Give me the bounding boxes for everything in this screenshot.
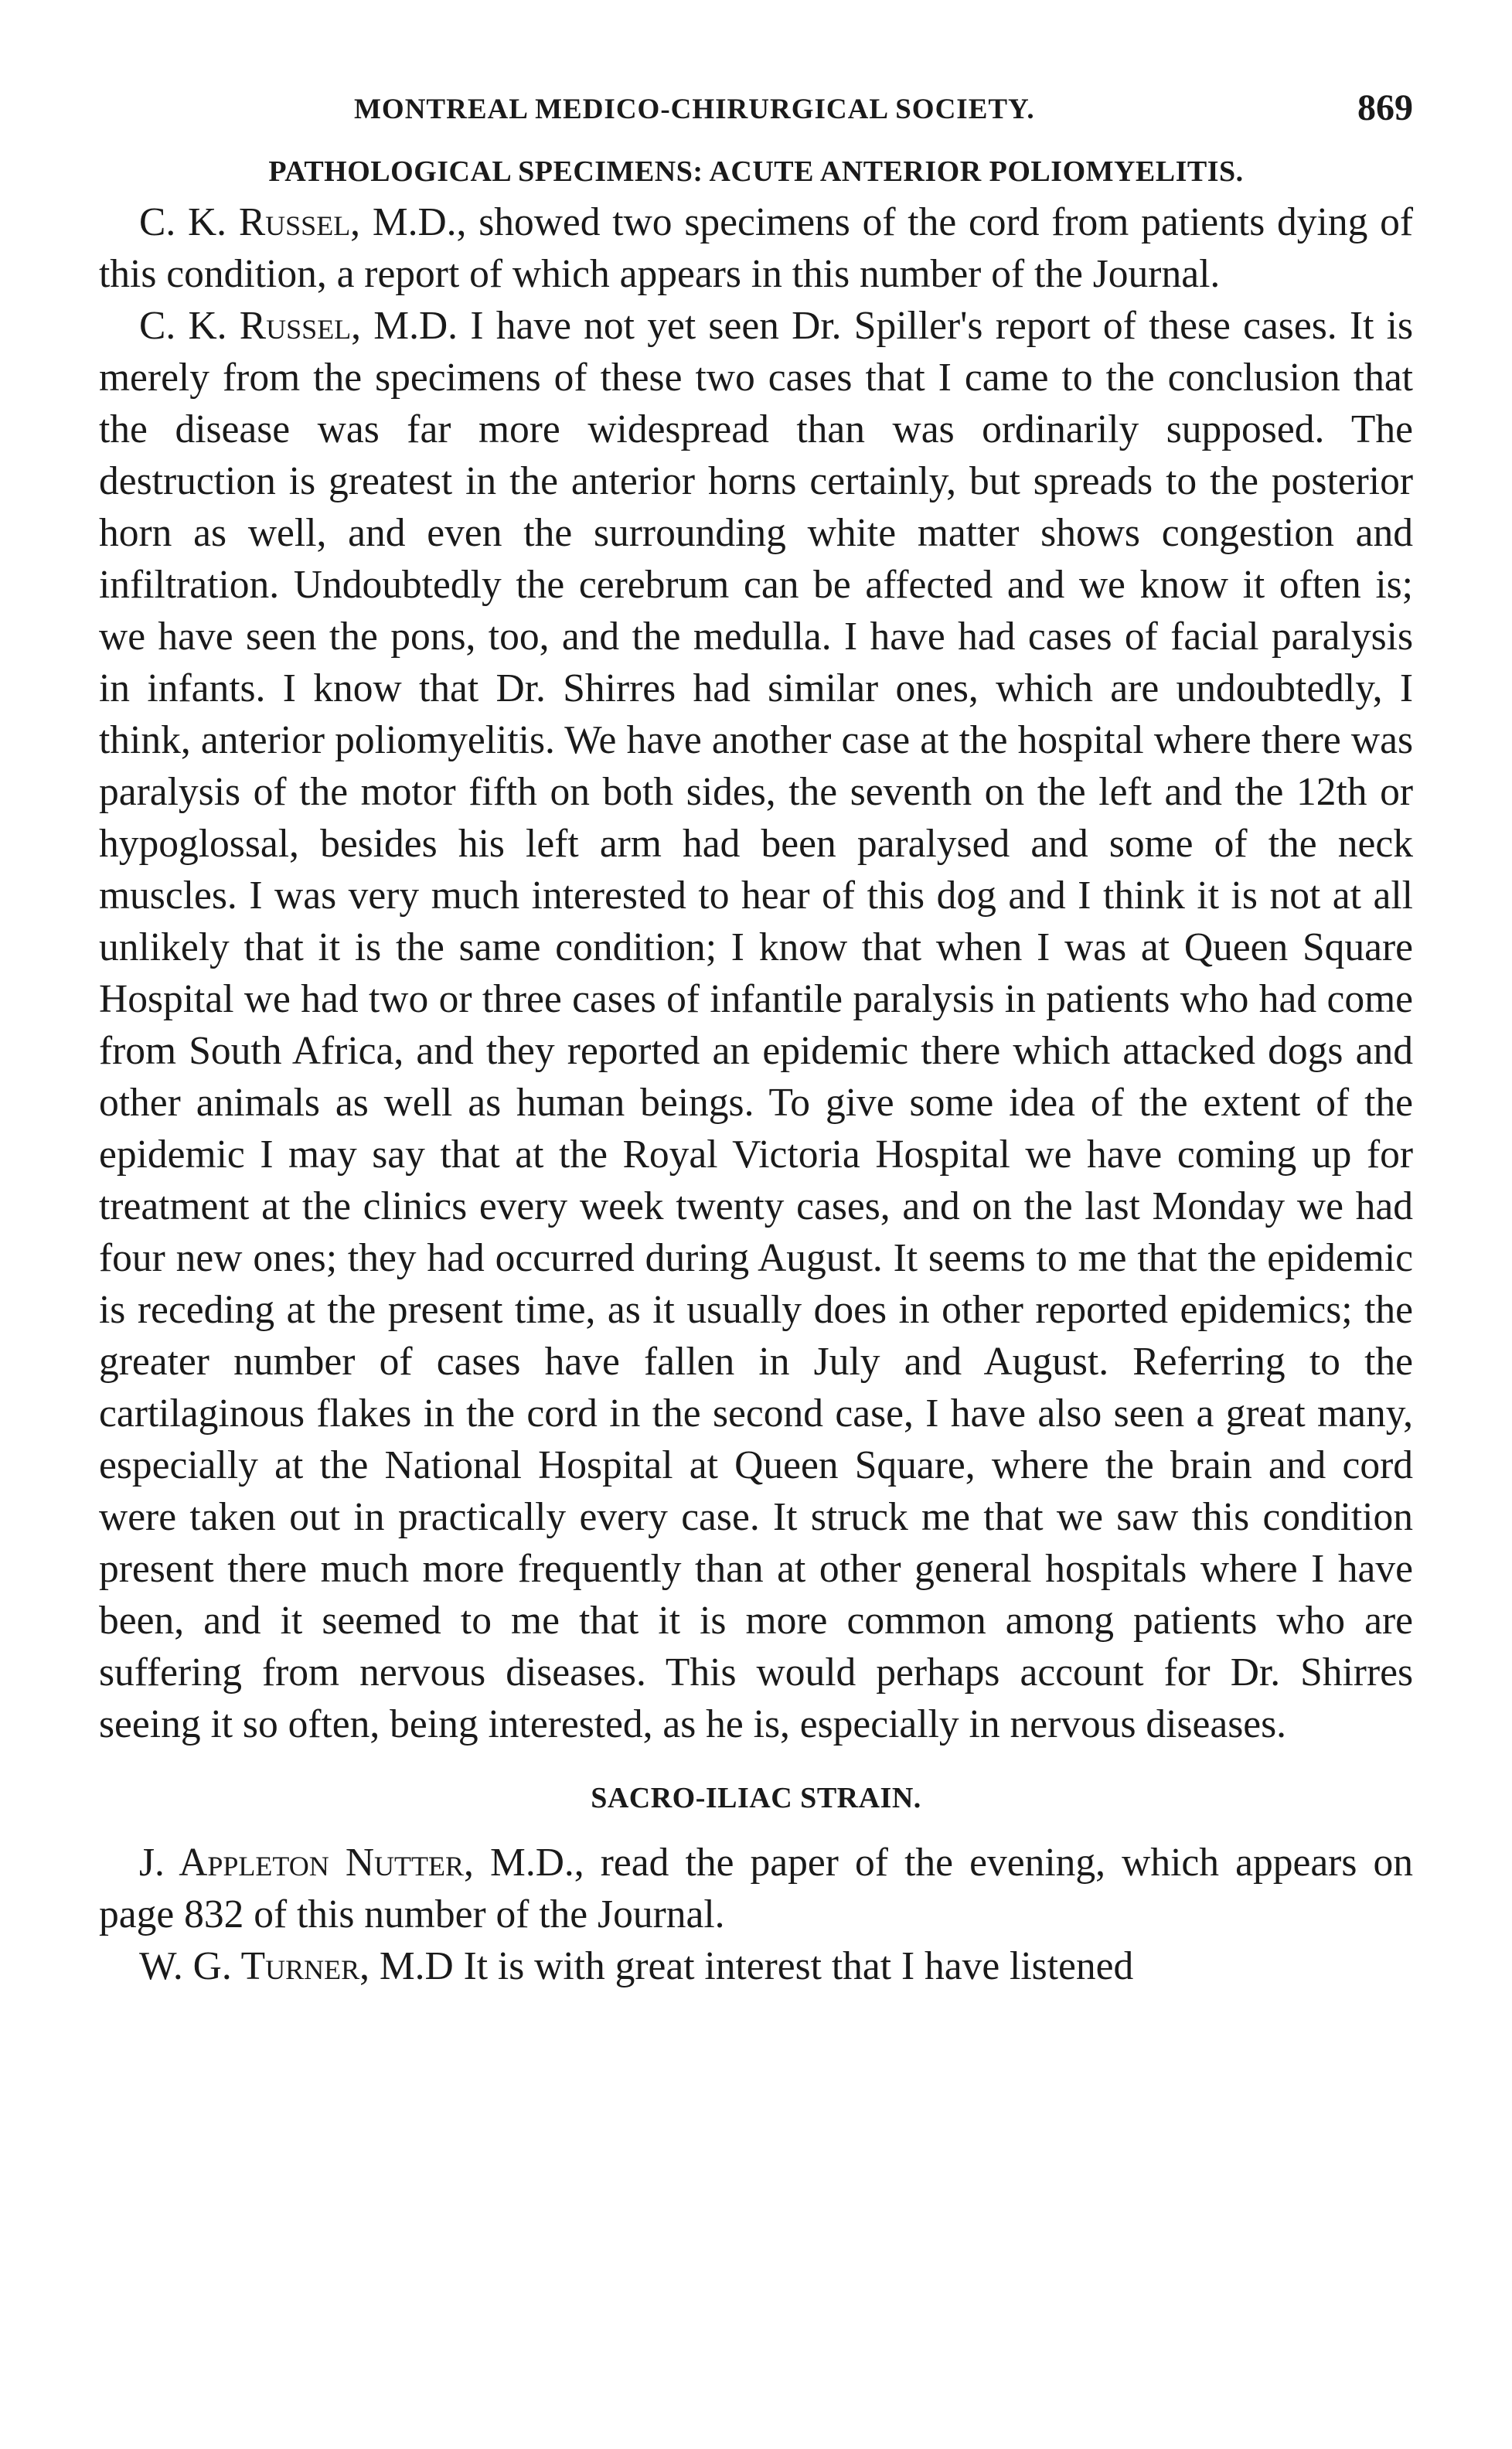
journal-page bbox=[99, 77, 1413, 1992]
paragraph bbox=[99, 300, 1413, 1750]
paragraph bbox=[99, 1940, 1413, 1992]
paragraph bbox=[99, 1837, 1413, 1940]
speaker-name: W. G. Turner, M.D bbox=[139, 1944, 454, 1988]
speaker-name: C. K. Russel, M.D. bbox=[139, 304, 458, 348]
section-sacro-iliac-strain bbox=[99, 1781, 1413, 1992]
paragraph-text: showed two specimens of the cord from patients dying of this condition, a report of which appears in this number of the Journal. bbox=[99, 200, 1413, 296]
running-head bbox=[99, 77, 1413, 131]
section-poliomyelitis bbox=[99, 155, 1413, 1750]
paragraph-text: I have not yet seen Dr. Spiller's report of these cases. It is merely from the specimens of these two cases that I came to the conclusion that the disease was far more widespread than was ordinarily supposed. The destruction is greatest in the anterior horns certainly, but spreads to the posterior horn as well, and even the surrounding white matter shows congestion and infiltration. Undoubtedly the cerebrum can be affected and we know it often is; we have seen the pons, too, and the medulla. I have had cases of facial paralysis in infants. I know that Dr. Shirres had similar ones, which are undoubtedly, I think, anterior poliomyelitis. We have another case at the hospital where there was paralysis of the motor fifth on both sides, the seventh on the left and the 12th or hypoglossal, besides his left arm had been paralysed and some of the neck muscles. I was very much interested to hear of this dog and I think it is not at all unlikely that it is the same condition; I know that when I was at Queen Square Hospital we had two or three cases of infantile paralysis in patients who had come from South Africa, and they reported an epidemic there which attacked dogs and other animals as well as human beings. To give some idea of the extent of the epidemic I may say that at the Royal Victoria Hospital we have coming up for treatment at the clinics every week twenty cases, and on the last Monday we had four new ones; they had occurred during August. It seems to me that the epidemic is receding at the present time, as it usually does in other reported epidemics; the greater number of cases have fallen in July and August. Referring to the cartilaginous flakes in the cord in the second case, I have also seen a great many, especially at the National Hospital at Queen Square, where the brain and cord were taken out in practically every case. It struck me that we saw this condition present there much more frequently than at other general hospitals where I have been, and it seemed to me that it is more common among patients who are suffering from nervous diseases. This would perhaps account for Dr. Shirres seeing it so often, being interested, as he is, especially in nervous diseases. bbox=[99, 304, 1414, 1746]
speaker-name: C. K. Russel, M.D., bbox=[139, 200, 467, 244]
section-heading: PATHOLOGICAL SPECIMENS: ACUTE ANTERIOR POLIOMYELITIS. bbox=[268, 155, 1244, 188]
paragraph-text: It is with great interest that I have listened bbox=[463, 1944, 1134, 1988]
paragraph-text: read the paper of the evening, which appears on page 832 of this number of the Journal. bbox=[99, 1841, 1413, 1936]
running-head-title: MONTREAL MEDICO-CHIRURGICAL SOCIETY. bbox=[354, 94, 1035, 125]
paragraph bbox=[99, 196, 1413, 300]
speaker-name: J. Appleton Nutter, M.D., bbox=[139, 1841, 584, 1885]
page-number: 869 bbox=[1357, 87, 1413, 128]
section-heading: SACRO-ILIAC STRAIN. bbox=[591, 1782, 921, 1814]
